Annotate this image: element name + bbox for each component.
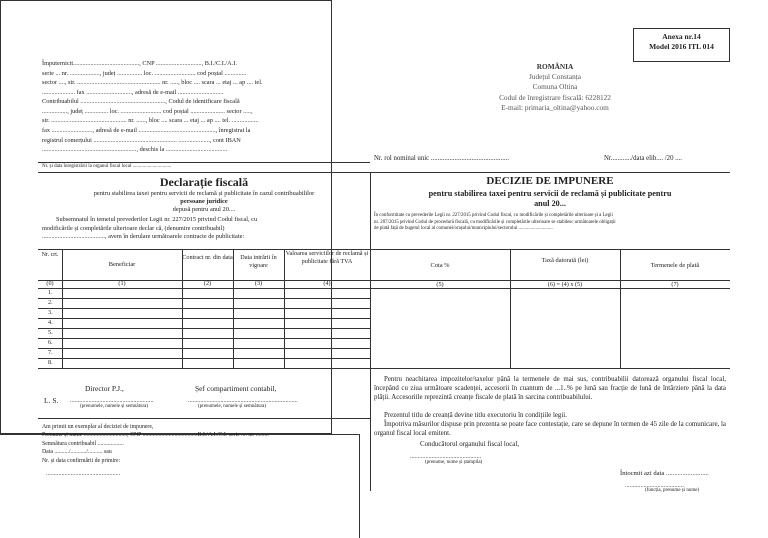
taxpayer-line: serie ... nr. ..................., județ ................ loc. .......................... cod poștal .............. <box>42 69 247 77</box>
decision-intro-line: de plată față de bugetul local al comunei/orașului/municipiului/sectorului ............................ <box>374 226 553 232</box>
decision-intro <box>374 213 728 233</box>
taxpayer-line: ................, județ ............... loc. .......................... cod poștal ...................... sector ....., <box>42 107 253 115</box>
col-header-rate: Cota % <box>430 262 450 269</box>
col-code: (2) <box>203 280 212 287</box>
col-code: (4) <box>323 280 331 287</box>
declaration-title: Declarație fiscală <box>159 175 249 189</box>
role-number-line: Nr. rol nominal unic .............................................. <box>374 155 509 162</box>
col-header-start-date: Data intrării în vigoare <box>240 254 277 269</box>
row-number: 4. <box>48 319 53 326</box>
director-hint: (prenumele, numele și semnătura) <box>80 404 149 409</box>
receipt-line: Semnătura contribuabil .................. <box>42 440 124 447</box>
authority-county: Județul Constanța <box>528 72 582 82</box>
row-number: 1. <box>48 289 53 296</box>
row-number: 8. <box>48 359 53 366</box>
authority-email: E-mail: primaria_oltina@yahoo.com <box>501 102 609 112</box>
row-number: 6. <box>48 339 53 346</box>
taxpayer-line: registrul comerțului ..................................................... ...................., cont IBAN <box>42 136 241 144</box>
chief-accountant-label: Șef compartiment contabil, <box>195 384 277 393</box>
registration-line: Nr. și data înregistrării la organul fiscal local ............................... <box>42 164 172 169</box>
row-number: 3. <box>48 309 53 316</box>
col-code: (7) <box>671 281 679 288</box>
decision-intro-line: În conformitate cu prevederile Legii nr. 227/2015 privind Codul fiscal, cu modificările și completările ulterioare și a Legii <box>374 213 613 218</box>
annex-box <box>633 28 730 62</box>
decision-year: anul 20... <box>534 199 566 208</box>
annex-number: Anexa nr.14 <box>662 32 701 41</box>
row-number: 7. <box>48 349 53 356</box>
taxpayer-line: Contribuabilul ......................................................, Codul de identificare fiscală <box>42 98 240 106</box>
receipt-line: Data ........../.........../.......... sau <box>42 449 112 456</box>
col-code: (3) <box>254 280 263 287</box>
director-label: Director P.J., <box>85 384 124 393</box>
issued-date-label: Întocmit azi data .......................... <box>620 470 709 477</box>
authority-commune: Comuna Oltina <box>532 82 578 92</box>
col-code: (6) = (4) x (5) <box>547 281 583 288</box>
seal-label: L. S. <box>44 396 59 405</box>
row-number: 5. <box>48 329 53 336</box>
authority-fiscal-code: Codul de înregistrare fiscală: 6228122 <box>499 92 611 102</box>
late-payment-notice: Pentru neachitarea impozitelor/taxelor până la termenele de mai sus, contribuabilii datorează organului fiscal local, începând cu ziua următoare scadenței, accesorii în cuantum de ...1..% pe lună sau fracție de lună de întârziere până la data plății. Accesoriile reprezintă creanțe fiscale de plată în sarcina contribuabilului. <box>374 376 726 401</box>
receipt-block <box>42 423 368 465</box>
declaration-subtitle: pentru stabilirea taxei pentru servicii de reclamă și publicitate în cazul contribuabililor <box>93 190 315 197</box>
taxpayer-block <box>42 59 368 155</box>
issuer-hint: (funcția, prenume și nume) <box>645 488 700 493</box>
col-header-tax-due: Taxă datorată (lei) <box>541 257 589 264</box>
decision-title: DECIZIE DE IMPUNERE <box>486 175 614 187</box>
declaration-intro-line: modificările și completările ulterioare declar că, (denumire contribuabil) <box>42 224 225 232</box>
declaration-intro-line: ........................................, avem în derulare următoarele contracte de publicitate: <box>42 233 245 240</box>
col-header-value: Valoarea serviciilor de reclamă și publicitate fără TVA <box>285 250 369 265</box>
decision-header <box>372 175 728 209</box>
declaration-intro-line: Subsemnatul în temeiul prevederilor Legii nr. 227/2015 privind Codul fiscal, cu <box>56 216 258 223</box>
head-hint: (prenume, nume și ștampila) <box>425 460 483 465</box>
authority-country: ROMÂNIA <box>536 62 574 71</box>
taxpayer-line: fax .........................., adresă de e-mail ................................................., înregistrat la <box>42 126 251 134</box>
decision-subtitle: pentru stabilirea taxei pentru servicii de reclamă și publicitate pentru <box>428 188 672 198</box>
receipt-line: Am primit un exemplar al deciziei de impunere, <box>42 424 154 430</box>
declaration-year: depusă pentru anul 20.... <box>172 206 236 213</box>
declaration-intro <box>42 216 368 242</box>
col-header-contract: Contract nr. din data <box>182 254 233 261</box>
receipt-line: Prenume și nume .............................., CNP ......................................B.I./A.I./C.I. serie .... nr. ......... <box>42 432 269 439</box>
chief-signature-line: ....................................................................... <box>188 397 298 404</box>
col-header-nr: Nr. crt. <box>41 252 59 258</box>
col-header-beneficiary: Beneficiar <box>108 261 136 268</box>
taxpayer-line: ............................................................, deschis la ....................................... <box>42 146 228 154</box>
col-header-due-dates: Termenele de plată <box>650 262 700 269</box>
decision-intro-line: nr. 207/2015 privind Codul de procedură fiscală, cu modificările și completările ulterioare se stabilesc următoarele obligații <box>374 219 616 225</box>
declaration-header <box>40 175 368 214</box>
taxpayer-line: Împuternicit.........................................., CNP ............................., B.I./C.I./A.I. <box>42 60 237 67</box>
annex-model: Model 2016 ITL 014 <box>649 42 714 52</box>
taxpayer-line: ..................... fax ............................., adresă de e-mail ............................. <box>42 88 224 96</box>
authority-header <box>455 62 655 113</box>
col-code: (5) <box>436 281 444 288</box>
declaration-entity-type: persoane juridice <box>180 198 228 205</box>
taxpayer-line: sector ...., str. ..................................................... nr. ....., bloc .... scara ... etaj ... ap .... tel. <box>42 79 263 87</box>
chief-hint: (prenumele, numele și semnătura) <box>198 404 267 409</box>
issue-date-line: Nr............/data elib.... /20 .... <box>604 155 682 162</box>
taxpayer-line: str. ................................................ nr. ......, bloc .... scara ... etaj ... ap .... tel. ................. <box>42 117 259 125</box>
appeal-notice: Împotriva măsurilor dispuse prin prezenta se poate face contestație, care se depune în termen de 45 zile de la comunicare, la organul fiscal local emitent. <box>374 421 726 437</box>
col-code: (1) <box>118 280 126 287</box>
head-of-office-label: Conducătorul organului fiscal local, <box>420 441 519 448</box>
col-code: (0) <box>46 280 54 287</box>
enforcement-notice: Prezentul titlu de creanță devine titlu executoriu în condițiile legii. <box>384 412 567 419</box>
row-number: 2. <box>48 299 53 306</box>
director-signature-line: ...................................................... <box>70 397 154 404</box>
receipt-line: Nr. și data confirmării de primire: <box>42 457 121 464</box>
